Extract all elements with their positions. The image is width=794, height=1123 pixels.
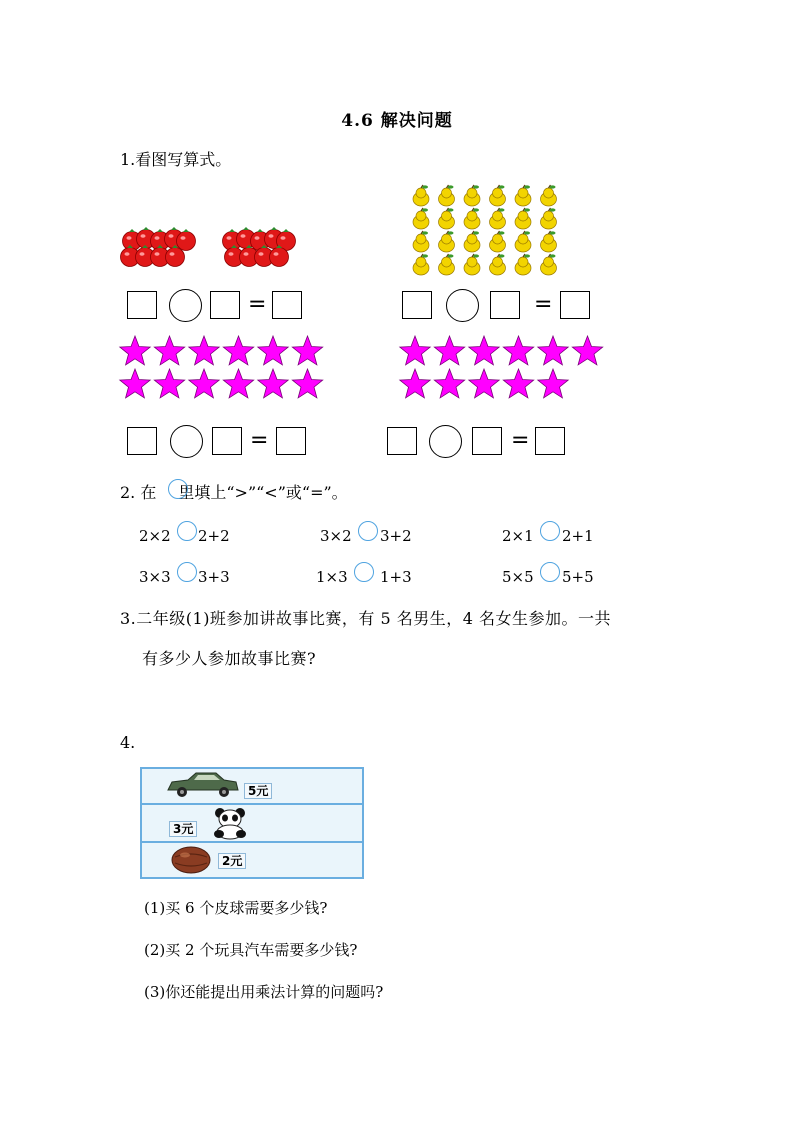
compare-circle[interactable] <box>177 521 197 541</box>
compare-circle[interactable] <box>540 521 560 541</box>
operator-circle[interactable] <box>169 289 202 322</box>
apple-group-illustration <box>118 225 318 275</box>
compare-right: 3+2 <box>380 527 412 545</box>
compare-right: 3+3 <box>198 568 230 586</box>
pear-shape <box>490 254 506 275</box>
star-shape <box>189 336 219 365</box>
pear-shape <box>515 254 531 275</box>
pear-shape <box>515 208 531 229</box>
compare-left: 1×3 <box>316 568 348 586</box>
compare-right: 5+5 <box>562 568 594 586</box>
star-shape <box>400 369 430 398</box>
question-4-sub-2: (2)买 2 个玩具汽车需要多少钱? <box>144 941 358 959</box>
compare-right: 1+3 <box>380 568 412 586</box>
pear-shape <box>439 185 455 206</box>
answer-box[interactable] <box>127 291 157 319</box>
pear-shape <box>413 231 429 252</box>
equals-sign: = <box>511 428 530 453</box>
star-shape <box>154 369 184 398</box>
pear-shape <box>413 185 429 206</box>
question-4-sub-3: (3)你还能提出用乘法计算的问题吗? <box>144 983 384 1001</box>
pear-grid-illustration <box>408 184 568 276</box>
operator-circle[interactable] <box>170 425 203 458</box>
pear-shape <box>490 208 506 229</box>
panda-price-tag: 3元 <box>169 821 197 837</box>
star-shape <box>400 336 430 365</box>
pear-shape <box>490 231 506 252</box>
star-group-right-illustration <box>398 335 610 403</box>
compare-circle[interactable] <box>177 562 197 582</box>
star-shape <box>154 336 184 365</box>
star-shape <box>223 369 253 398</box>
answer-box[interactable] <box>212 427 242 455</box>
compare-right: 2+2 <box>198 527 230 545</box>
answer-box[interactable] <box>402 291 432 319</box>
pear-shape <box>464 254 480 275</box>
compare-right: 2+1 <box>562 527 594 545</box>
compare-left: 3×2 <box>320 527 352 545</box>
table-divider <box>142 841 362 843</box>
answer-box[interactable] <box>535 427 565 455</box>
car-price-tag: 5元 <box>244 783 272 799</box>
star-shape <box>538 336 568 365</box>
pear-shape <box>439 254 455 275</box>
equals-sign: = <box>250 428 269 453</box>
pear-shape <box>413 254 429 275</box>
pear-shape <box>515 231 531 252</box>
pear-shape <box>439 231 455 252</box>
pear-shape <box>541 208 557 229</box>
page-title: 4.6 解决问题 <box>341 111 453 131</box>
star-shape <box>223 336 253 365</box>
compare-left: 2×1 <box>502 527 534 545</box>
answer-box[interactable] <box>272 291 302 319</box>
pear-shape <box>413 208 429 229</box>
answer-box[interactable] <box>127 427 157 455</box>
star-shape <box>120 369 150 398</box>
answer-box[interactable] <box>472 427 502 455</box>
question-2-text-before: 2. 在 <box>120 483 157 502</box>
star-shape <box>572 336 602 365</box>
apple-cluster-left <box>121 227 196 267</box>
toy-car-icon <box>164 770 240 800</box>
star-shape <box>258 336 288 365</box>
question-2-text-after: 里填上“>”“<”或“=”。 <box>178 483 348 502</box>
pear-shape <box>439 208 455 229</box>
pear-shape <box>541 185 557 206</box>
compare-circle[interactable] <box>358 521 378 541</box>
star-shape <box>469 369 499 398</box>
example-circle <box>168 479 188 499</box>
answer-box[interactable] <box>387 427 417 455</box>
star-shape <box>292 336 322 365</box>
question-1-prompt: 1.看图写算式。 <box>120 150 232 169</box>
question-3-line-2: 有多少人参加故事比赛? <box>142 649 317 668</box>
answer-box[interactable] <box>560 291 590 319</box>
answer-box[interactable] <box>210 291 240 319</box>
question-4-number: 4. <box>120 733 136 752</box>
compare-circle[interactable] <box>540 562 560 582</box>
pear-shape <box>464 208 480 229</box>
star-group-left-illustration <box>118 335 330 403</box>
equals-sign: = <box>248 292 267 317</box>
star-shape <box>258 369 288 398</box>
equals-sign: = <box>534 292 553 317</box>
pear-shape <box>490 185 506 206</box>
star-shape <box>503 369 533 398</box>
star-shape <box>292 369 322 398</box>
pear-shape <box>464 231 480 252</box>
question-2-prompt <box>120 483 348 503</box>
star-shape <box>434 369 464 398</box>
compare-circle[interactable] <box>354 562 374 582</box>
answer-box[interactable] <box>490 291 520 319</box>
compare-left: 3×3 <box>139 568 171 586</box>
pear-shape <box>541 231 557 252</box>
ball-price-tag: 2元 <box>218 853 246 869</box>
pear-shape <box>464 185 480 206</box>
compare-left: 2×2 <box>139 527 171 545</box>
star-shape <box>189 369 219 398</box>
star-shape <box>120 336 150 365</box>
star-shape <box>469 336 499 365</box>
table-divider <box>142 803 362 805</box>
pear-shape <box>515 185 531 206</box>
question-4-sub-1: (1)买 6 个皮球需要多少钱? <box>144 899 328 917</box>
pear-shape <box>541 254 557 275</box>
compare-left: 5×5 <box>502 568 534 586</box>
operator-circle[interactable] <box>429 425 462 458</box>
star-shape <box>503 336 533 365</box>
question-3-line-1: 3.二年级(1)班参加讲故事比赛，有 5 名男生，4 名女生参加。一共 <box>120 609 612 628</box>
star-shape <box>538 369 568 398</box>
apple-cluster-right <box>223 227 296 267</box>
panda-toy-icon <box>210 806 252 840</box>
star-shape <box>434 336 464 365</box>
leather-ball-icon <box>170 845 212 875</box>
operator-circle[interactable] <box>446 289 479 322</box>
answer-box[interactable] <box>276 427 306 455</box>
